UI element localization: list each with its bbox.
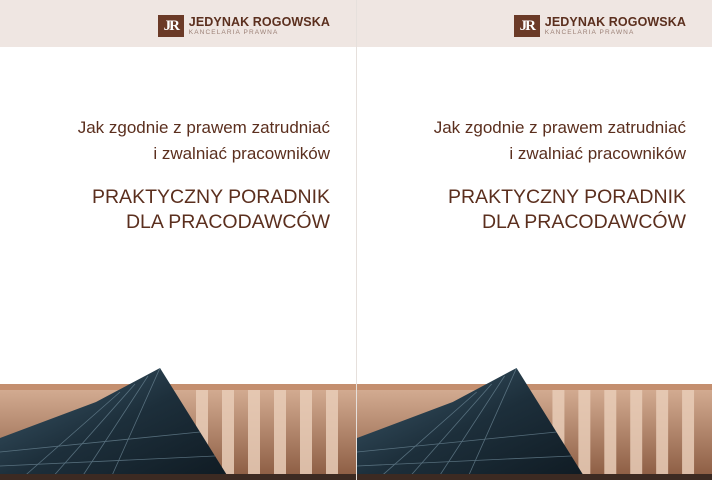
cover-subtitle: Jak zgodnie z prawem zatrudniać i zwalniać pracowników bbox=[433, 118, 686, 163]
header-bar bbox=[0, 0, 356, 47]
logo-subtitle: KANCELARIA PRAWNA bbox=[188, 29, 279, 36]
logo-mark: JR bbox=[514, 15, 540, 37]
logo bbox=[514, 15, 686, 37]
cover-2016 bbox=[356, 0, 712, 480]
cover-subtitle: Jak zgodnie z prawem zatrudniać i zwalniać pracowników bbox=[77, 118, 330, 163]
cover-photo-building bbox=[357, 368, 712, 480]
cover-photo-building bbox=[0, 368, 356, 480]
logo-name: JEDYNAK ROGOWSKA bbox=[544, 14, 686, 29]
logo-mark: JR bbox=[158, 15, 184, 37]
logo-subtitle: KANCELARIA PRAWNA bbox=[544, 29, 635, 36]
logo-name: JEDYNAK ROGOWSKA bbox=[188, 14, 330, 29]
cover-title: PRAKTYCZNY PORADNIK DLA PRACODAWCÓW bbox=[91, 186, 330, 233]
header-bar bbox=[357, 0, 712, 47]
logo bbox=[158, 15, 330, 37]
cover-title: PRAKTYCZNY PORADNIK DLA PRACODAWCÓW bbox=[447, 186, 686, 233]
